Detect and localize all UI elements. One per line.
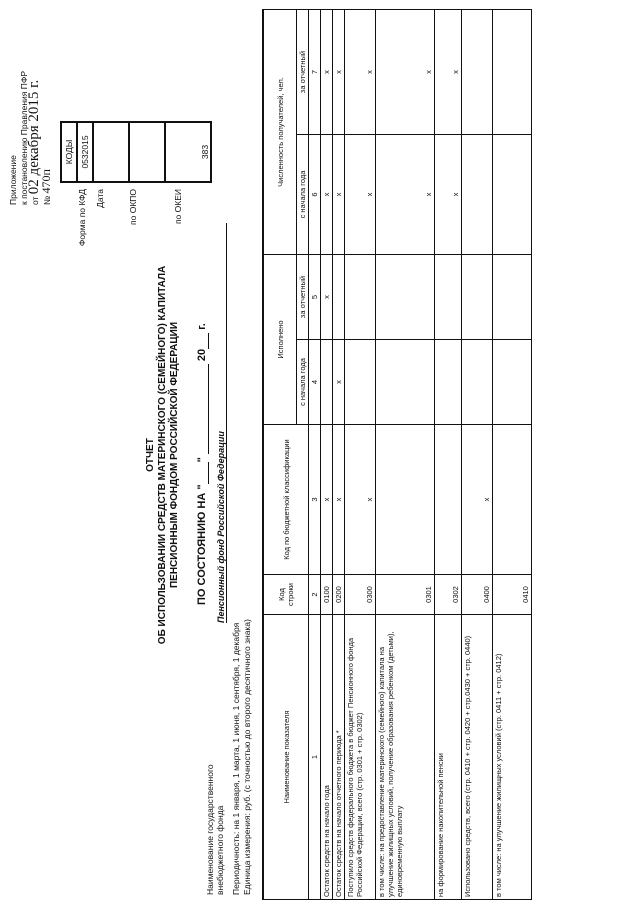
- row-0200-rec-period: х: [333, 9, 345, 134]
- col-number-7: 7: [309, 9, 321, 134]
- row-0400-exec-start: [462, 340, 493, 425]
- row-0410-rec-period: [493, 9, 532, 134]
- row-0301-code: 0301: [376, 575, 435, 615]
- report-title-line-2: ОБ ИСПОЛЬЗОВАНИИ СРЕДСТВ МАТЕРИНСКОГО (СЕМЕЙНОГО) КАПИТАЛА: [157, 265, 168, 645]
- row-0410-kbk: [493, 425, 532, 575]
- header-exec-start: с начала года: [297, 340, 309, 425]
- row-0301-rec-start: х: [376, 135, 435, 255]
- col-number-1: 1: [309, 615, 321, 900]
- row-0400-exec-period: [462, 255, 493, 340]
- row-0300-rec-period: х: [345, 9, 376, 134]
- as-of-line: [196, 323, 209, 605]
- row-0302-rec-start: х: [435, 135, 462, 255]
- col-number-5: 5: [309, 255, 321, 340]
- table-row: [435, 9, 462, 899]
- header-rec-period: за отчетный: [297, 9, 309, 134]
- table-row: [462, 9, 493, 899]
- row-0400-kbk: х: [462, 425, 493, 575]
- codes-okpo-label: по ОКПО: [128, 189, 138, 225]
- row-0301-exec-start: [376, 340, 435, 425]
- row-0302-exec-start: [435, 340, 462, 425]
- row-0301-rec-period: х: [376, 9, 435, 134]
- as-of-year-suffix: г.: [196, 323, 208, 330]
- appendix-line-2: к постановлению Правления ПФР: [18, 70, 29, 205]
- row-0300-exec-period: [345, 255, 376, 340]
- row-0100-exec-start: [321, 340, 333, 425]
- table-row: [345, 9, 376, 899]
- row-0400-rec-period: [462, 9, 493, 134]
- codes-box: [60, 121, 212, 183]
- codes-okei-label: по ОКЕИ: [173, 189, 183, 225]
- header-row-1: [263, 9, 297, 899]
- row-0301-exec-period: [376, 255, 435, 340]
- row-0200-code: 0200: [333, 575, 345, 615]
- row-0301-kbk: [376, 425, 435, 575]
- as-of-mid: ": [196, 457, 208, 463]
- row-0410-name: в том числе: на улучшение жилищных условий (стр. 0411 + стр. 0412): [493, 615, 532, 900]
- row-0200-rec-start: х: [333, 135, 345, 255]
- row-0100-rec-start: х: [321, 135, 333, 255]
- codes-header: КОДЫ: [61, 122, 77, 182]
- codes-form-label: Форма по КФД: [77, 189, 87, 247]
- fund-label: [205, 635, 225, 895]
- appendix-number-row: [38, 5, 53, 205]
- table-row: [333, 9, 345, 899]
- periodicity: Периодичность: на 1 января, 1 марта, 1 июня, 1 сентября, 1 декабря: [231, 622, 241, 895]
- row-0100-code: 0100: [321, 575, 333, 615]
- appendix-date: 02 декабря 2015 г.: [26, 79, 42, 195]
- row-0200-exec-start: х: [333, 340, 345, 425]
- main-table: [262, 9, 532, 900]
- row-0100-exec-period: х: [321, 255, 333, 340]
- row-0302-name: на формирование накопительной пенсии: [435, 615, 462, 900]
- row-0410-code: 0410: [493, 575, 532, 615]
- row-0400-code: 0400: [462, 575, 493, 615]
- unit-of-measure: Единица измерения: руб. (с точностью до второго десятичного знака): [242, 619, 252, 895]
- report-title-line-3: ПЕНСИОННЫМ ФОНДОМ РОССИЙСКОЙ ФЕДЕРАЦИИ: [169, 321, 180, 589]
- row-0410-exec-start: [493, 340, 532, 425]
- row-0302-rec-period: х: [435, 9, 462, 134]
- row-0302-kbk: [435, 425, 462, 575]
- row-0300-code: 0300: [345, 575, 376, 615]
- row-0100-name: Остаток средств на начало года: [321, 615, 333, 900]
- codes-okpo-value: [129, 122, 165, 182]
- row-0300-exec-start: [345, 340, 376, 425]
- row-0300-kbk: х: [345, 425, 376, 575]
- as-of-prefix: ПО СОСТОЯНИЮ НА ": [196, 484, 208, 605]
- row-0200-kbk: х: [333, 425, 345, 575]
- col-number-4: 4: [309, 340, 321, 425]
- header-name: Наименование показателя: [263, 615, 309, 900]
- row-0200-exec-period: [333, 255, 345, 340]
- fund-label-line-2: внебюджетного фонда: [215, 805, 225, 895]
- row-0300-name: Поступило средств федерального бюджета в бюджет Пенсионного фонда Российской Федерации, всего (стр. 0301 + стр. 0302): [345, 615, 376, 900]
- table-row: [376, 9, 435, 899]
- header-rec-start: с начала года: [297, 135, 309, 255]
- as-of-year-prefix: 20: [196, 348, 208, 362]
- header-recipients: Численность получателей, чел.: [263, 9, 297, 254]
- codes-date-label: Дата: [95, 189, 105, 208]
- fund-label-line-1: Наименование государственного: [205, 764, 215, 895]
- codes-date-value: [93, 122, 129, 182]
- appendix-from-prefix: от: [30, 196, 40, 205]
- row-0302-exec-period: [435, 255, 462, 340]
- fund-value: Пенсионный фонд Российской Федерации: [216, 223, 227, 623]
- appendix-block: [8, 5, 52, 205]
- row-0400-name: Использовано средств, всего (стр. 0410 + стр. 0420 + стр.0430 + стр. 0440): [462, 615, 493, 900]
- table-row: [321, 9, 333, 899]
- header-budget-code: Код по бюджетной классификации: [263, 425, 309, 575]
- col-number-6: 6: [309, 135, 321, 255]
- row-0410-exec-period: [493, 255, 532, 340]
- column-numbers-row: [309, 9, 321, 899]
- as-of-day-blank: [196, 462, 209, 484]
- report-title-line-1: ОТЧЕТ: [145, 438, 156, 472]
- row-0100-kbk: х: [321, 425, 333, 575]
- as-of-year-blank: [196, 333, 209, 349]
- row-0300-rec-start: х: [345, 135, 376, 255]
- row-0410-rec-start: [493, 135, 532, 255]
- row-0200-name: Остаток средств на начало отчетного периода *: [333, 615, 345, 900]
- row-0302-code: 0302: [435, 575, 462, 615]
- col-number-3: 3: [309, 425, 321, 575]
- row-0301-name: в том числе: на предоставление материнского (семейного) капитала на улучшение жилищных условий, получение образования ребенком (детьми), единовременную выплату: [376, 615, 435, 900]
- header-executed: Исполнено: [263, 255, 297, 425]
- table-row: [493, 9, 532, 899]
- col-number-2: 2: [309, 575, 321, 615]
- row-0400-rec-start: [462, 135, 493, 255]
- header-exec-period: за отчетный: [297, 255, 309, 340]
- codes-okei-value: 383: [165, 122, 211, 182]
- appendix-no-prefix: №: [41, 195, 52, 205]
- main-table-wrapper: [262, 9, 532, 900]
- codes-form-value: 0532015: [77, 122, 93, 182]
- codes-table: [60, 121, 212, 183]
- appendix-line-1: Приложение: [8, 155, 18, 205]
- header-row-code: Код строки: [263, 575, 309, 615]
- row-0100-rec-period: х: [321, 9, 333, 134]
- appendix-number: 470п: [38, 169, 53, 194]
- as-of-month-blank: [196, 364, 209, 454]
